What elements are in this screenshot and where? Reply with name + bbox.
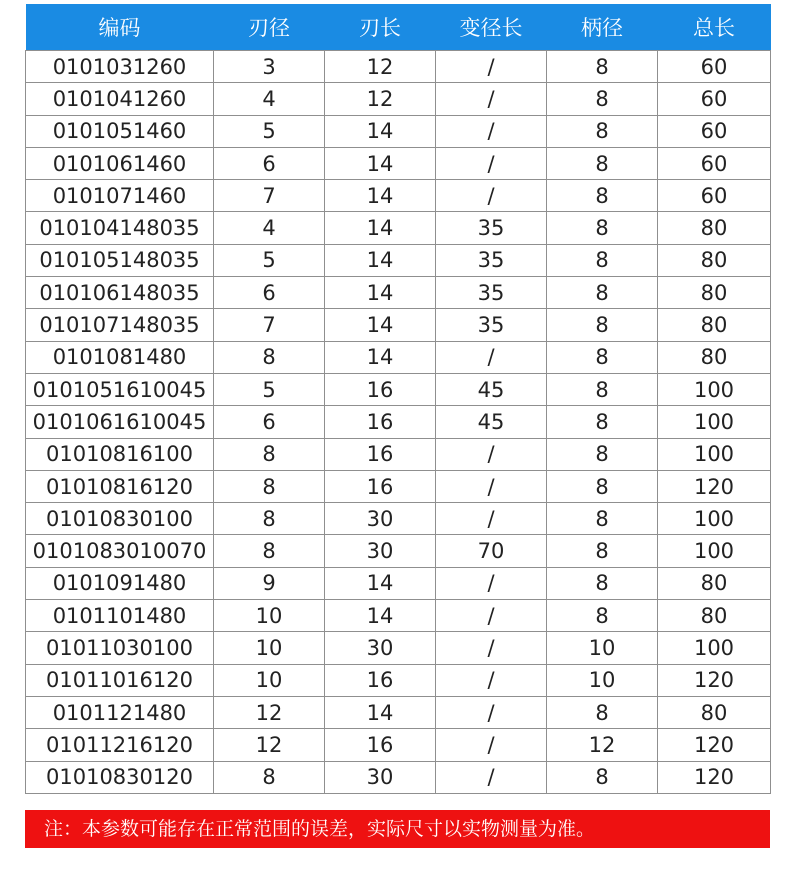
table-row bbox=[26, 115, 771, 147]
cell-code: 0101121480 bbox=[26, 696, 214, 728]
cell-shank-diameter: 8 bbox=[547, 244, 658, 276]
cell-total-length: 60 bbox=[658, 51, 771, 83]
cell-blade-length: 14 bbox=[325, 212, 436, 244]
cell-total-length: 120 bbox=[658, 470, 771, 502]
cell-shank-diameter: 8 bbox=[547, 373, 658, 405]
spec-table bbox=[25, 4, 771, 794]
cell-blade-length: 16 bbox=[325, 664, 436, 696]
cell-blade-length: 16 bbox=[325, 470, 436, 502]
cell-code: 0101041260 bbox=[26, 83, 214, 115]
cell-blade-diameter: 4 bbox=[214, 212, 325, 244]
table-row bbox=[26, 535, 771, 567]
cell-reducer-length: / bbox=[436, 180, 547, 212]
cell-total-length: 60 bbox=[658, 147, 771, 179]
header-code: 编码 bbox=[26, 4, 214, 51]
cell-total-length: 100 bbox=[658, 406, 771, 438]
header-blade-diameter: 刃径 bbox=[214, 4, 325, 51]
cell-blade-length: 14 bbox=[325, 341, 436, 373]
cell-code: 0101083010070 bbox=[26, 535, 214, 567]
cell-reducer-length: / bbox=[436, 83, 547, 115]
cell-blade-diameter: 5 bbox=[214, 373, 325, 405]
cell-code: 01010816100 bbox=[26, 438, 214, 470]
cell-blade-length: 14 bbox=[325, 277, 436, 309]
cell-code: 01010830100 bbox=[26, 503, 214, 535]
cell-shank-diameter: 8 bbox=[547, 180, 658, 212]
cell-shank-diameter: 8 bbox=[547, 438, 658, 470]
cell-shank-diameter: 8 bbox=[547, 761, 658, 793]
cell-blade-length: 30 bbox=[325, 503, 436, 535]
cell-reducer-length: 35 bbox=[436, 309, 547, 341]
cell-blade-diameter: 7 bbox=[214, 309, 325, 341]
cell-total-length: 100 bbox=[658, 438, 771, 470]
cell-shank-diameter: 8 bbox=[547, 83, 658, 115]
table-row bbox=[26, 277, 771, 309]
cell-shank-diameter: 8 bbox=[547, 51, 658, 83]
cell-total-length: 100 bbox=[658, 503, 771, 535]
table-row bbox=[26, 600, 771, 632]
cell-reducer-length: 35 bbox=[436, 212, 547, 244]
cell-shank-diameter: 8 bbox=[547, 600, 658, 632]
cell-shank-diameter: 8 bbox=[547, 277, 658, 309]
table-row bbox=[26, 212, 771, 244]
cell-code: 01011216120 bbox=[26, 729, 214, 761]
cell-shank-diameter: 8 bbox=[547, 696, 658, 728]
cell-total-length: 80 bbox=[658, 212, 771, 244]
cell-blade-length: 30 bbox=[325, 761, 436, 793]
cell-reducer-length: 35 bbox=[436, 244, 547, 276]
table-row bbox=[26, 567, 771, 599]
cell-shank-diameter: 10 bbox=[547, 664, 658, 696]
cell-blade-diameter: 3 bbox=[214, 51, 325, 83]
cell-total-length: 80 bbox=[658, 696, 771, 728]
cell-reducer-length: / bbox=[436, 341, 547, 373]
cell-total-length: 100 bbox=[658, 632, 771, 664]
cell-blade-length: 14 bbox=[325, 567, 436, 599]
cell-blade-length: 12 bbox=[325, 83, 436, 115]
cell-blade-diameter: 10 bbox=[214, 632, 325, 664]
cell-code: 0101081480 bbox=[26, 341, 214, 373]
disclaimer-note: 注：本参数可能存在正常范围的误差，实际尺寸以实物测量为准。 bbox=[25, 810, 770, 848]
table-row bbox=[26, 438, 771, 470]
cell-total-length: 80 bbox=[658, 244, 771, 276]
table-row bbox=[26, 696, 771, 728]
cell-blade-length: 16 bbox=[325, 438, 436, 470]
table-row bbox=[26, 664, 771, 696]
table-row bbox=[26, 83, 771, 115]
cell-blade-diameter: 7 bbox=[214, 180, 325, 212]
cell-shank-diameter: 8 bbox=[547, 147, 658, 179]
cell-total-length: 120 bbox=[658, 664, 771, 696]
cell-total-length: 80 bbox=[658, 567, 771, 599]
cell-blade-diameter: 12 bbox=[214, 696, 325, 728]
cell-blade-length: 14 bbox=[325, 147, 436, 179]
cell-reducer-length: / bbox=[436, 729, 547, 761]
cell-reducer-length: 45 bbox=[436, 373, 547, 405]
cell-code: 0101051610045 bbox=[26, 373, 214, 405]
cell-reducer-length: / bbox=[436, 470, 547, 502]
table-row bbox=[26, 503, 771, 535]
cell-code: 01010816120 bbox=[26, 470, 214, 502]
cell-code: 0101051460 bbox=[26, 115, 214, 147]
table-row bbox=[26, 470, 771, 502]
cell-code: 0101061610045 bbox=[26, 406, 214, 438]
cell-blade-diameter: 5 bbox=[214, 244, 325, 276]
cell-reducer-length: 70 bbox=[436, 535, 547, 567]
table-header-row bbox=[26, 4, 771, 51]
cell-blade-length: 16 bbox=[325, 373, 436, 405]
cell-blade-diameter: 4 bbox=[214, 83, 325, 115]
cell-total-length: 120 bbox=[658, 761, 771, 793]
cell-total-length: 100 bbox=[658, 535, 771, 567]
table-row bbox=[26, 729, 771, 761]
cell-blade-diameter: 8 bbox=[214, 341, 325, 373]
cell-code: 010104148035 bbox=[26, 212, 214, 244]
table-row bbox=[26, 180, 771, 212]
cell-reducer-length: / bbox=[436, 567, 547, 599]
cell-code: 010105148035 bbox=[26, 244, 214, 276]
cell-blade-diameter: 8 bbox=[214, 503, 325, 535]
cell-shank-diameter: 8 bbox=[547, 503, 658, 535]
cell-blade-diameter: 5 bbox=[214, 115, 325, 147]
table-row bbox=[26, 51, 771, 83]
cell-total-length: 120 bbox=[658, 729, 771, 761]
cell-total-length: 80 bbox=[658, 341, 771, 373]
cell-total-length: 80 bbox=[658, 309, 771, 341]
cell-blade-length: 14 bbox=[325, 600, 436, 632]
cell-code: 0101061460 bbox=[26, 147, 214, 179]
header-reducer-length: 变径长 bbox=[436, 4, 547, 51]
cell-total-length: 100 bbox=[658, 373, 771, 405]
cell-reducer-length: / bbox=[436, 51, 547, 83]
cell-shank-diameter: 8 bbox=[547, 115, 658, 147]
cell-reducer-length: / bbox=[436, 600, 547, 632]
table-row bbox=[26, 373, 771, 405]
cell-blade-length: 14 bbox=[325, 696, 436, 728]
table-row bbox=[26, 341, 771, 373]
cell-blade-diameter: 8 bbox=[214, 470, 325, 502]
cell-blade-diameter: 8 bbox=[214, 761, 325, 793]
cell-blade-length: 30 bbox=[325, 632, 436, 664]
cell-code: 010107148035 bbox=[26, 309, 214, 341]
table-row bbox=[26, 244, 771, 276]
cell-reducer-length: / bbox=[436, 632, 547, 664]
cell-reducer-length: / bbox=[436, 664, 547, 696]
table-row bbox=[26, 406, 771, 438]
cell-blade-diameter: 6 bbox=[214, 147, 325, 179]
cell-code: 0101101480 bbox=[26, 600, 214, 632]
cell-code: 01011016120 bbox=[26, 664, 214, 696]
cell-reducer-length: 45 bbox=[436, 406, 547, 438]
cell-shank-diameter: 8 bbox=[547, 309, 658, 341]
cell-blade-diameter: 8 bbox=[214, 535, 325, 567]
cell-shank-diameter: 8 bbox=[547, 341, 658, 373]
cell-reducer-length: / bbox=[436, 147, 547, 179]
table-row bbox=[26, 761, 771, 793]
cell-code: 0101091480 bbox=[26, 567, 214, 599]
cell-blade-length: 14 bbox=[325, 180, 436, 212]
cell-blade-length: 30 bbox=[325, 535, 436, 567]
cell-shank-diameter: 8 bbox=[547, 567, 658, 599]
cell-blade-length: 16 bbox=[325, 406, 436, 438]
cell-shank-diameter: 8 bbox=[547, 212, 658, 244]
cell-blade-length: 16 bbox=[325, 729, 436, 761]
cell-blade-diameter: 6 bbox=[214, 277, 325, 309]
cell-blade-diameter: 8 bbox=[214, 438, 325, 470]
cell-blade-diameter: 9 bbox=[214, 567, 325, 599]
cell-code: 01010830120 bbox=[26, 761, 214, 793]
cell-total-length: 60 bbox=[658, 83, 771, 115]
cell-reducer-length: / bbox=[436, 115, 547, 147]
cell-total-length: 80 bbox=[658, 277, 771, 309]
cell-reducer-length: / bbox=[436, 438, 547, 470]
cell-total-length: 60 bbox=[658, 115, 771, 147]
cell-shank-diameter: 8 bbox=[547, 470, 658, 502]
cell-reducer-length: / bbox=[436, 503, 547, 535]
cell-blade-diameter: 10 bbox=[214, 600, 325, 632]
cell-code: 01011030100 bbox=[26, 632, 214, 664]
cell-shank-diameter: 12 bbox=[547, 729, 658, 761]
cell-total-length: 80 bbox=[658, 600, 771, 632]
cell-blade-diameter: 6 bbox=[214, 406, 325, 438]
table-row bbox=[26, 147, 771, 179]
cell-shank-diameter: 8 bbox=[547, 535, 658, 567]
cell-reducer-length: 35 bbox=[436, 277, 547, 309]
cell-total-length: 60 bbox=[658, 180, 771, 212]
cell-blade-diameter: 12 bbox=[214, 729, 325, 761]
header-shank-diameter: 柄径 bbox=[547, 4, 658, 51]
table-row bbox=[26, 632, 771, 664]
table-row bbox=[26, 309, 771, 341]
table-body bbox=[26, 51, 771, 794]
cell-shank-diameter: 10 bbox=[547, 632, 658, 664]
cell-blade-diameter: 10 bbox=[214, 664, 325, 696]
cell-blade-length: 14 bbox=[325, 309, 436, 341]
cell-code: 0101071460 bbox=[26, 180, 214, 212]
cell-blade-length: 14 bbox=[325, 244, 436, 276]
cell-code: 010106148035 bbox=[26, 277, 214, 309]
header-blade-length: 刃长 bbox=[325, 4, 436, 51]
cell-reducer-length: / bbox=[436, 761, 547, 793]
cell-blade-length: 14 bbox=[325, 115, 436, 147]
header-total-length: 总长 bbox=[658, 4, 771, 51]
cell-code: 0101031260 bbox=[26, 51, 214, 83]
cell-blade-length: 12 bbox=[325, 51, 436, 83]
cell-shank-diameter: 8 bbox=[547, 406, 658, 438]
cell-reducer-length: / bbox=[436, 696, 547, 728]
